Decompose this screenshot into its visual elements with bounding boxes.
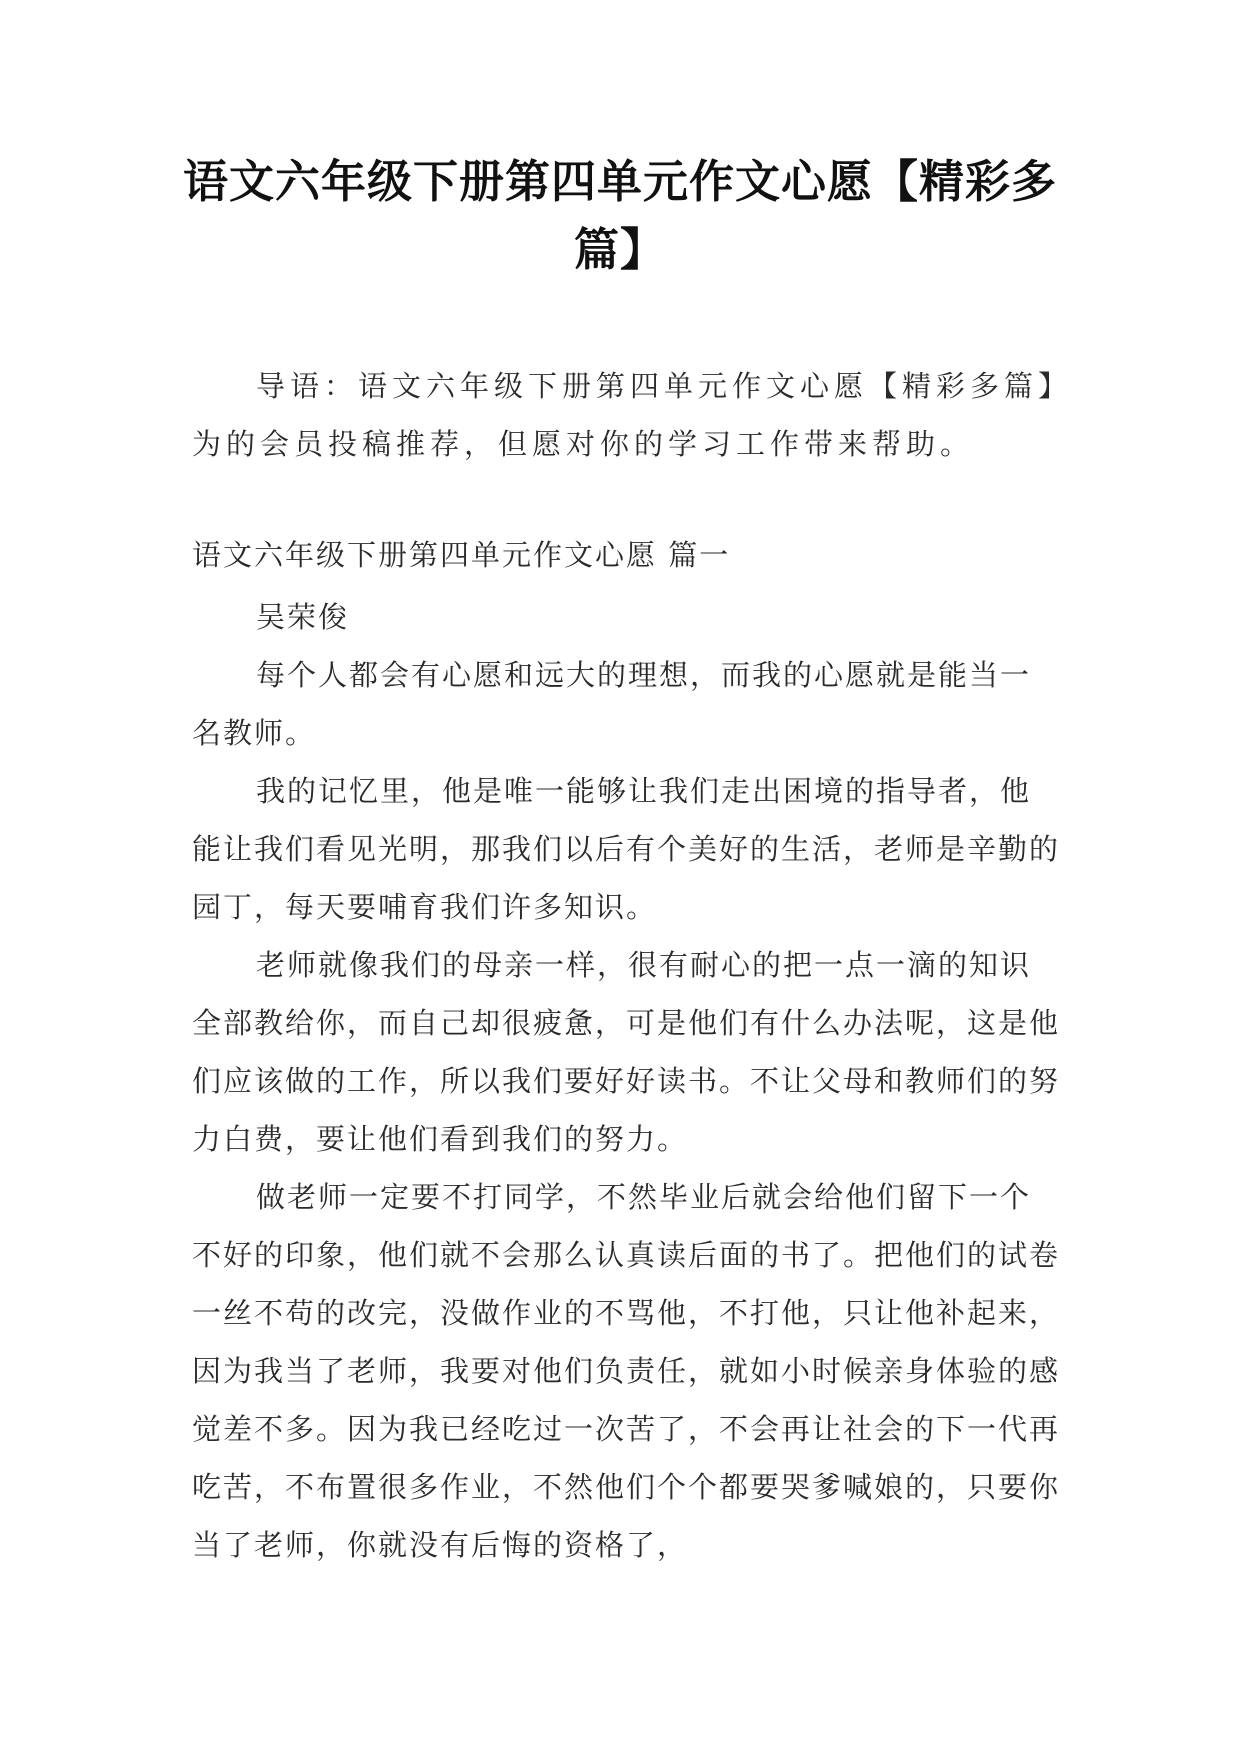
document-title: 语文六年级下册第四单元作文心愿【精彩多篇】 (182, 155, 1057, 276)
paragraph: 每个人都会有心愿和远大的理想，而我的心愿就是能当一名教师。 (192, 658, 1032, 750)
paragraph: 老师就像我们的母亲一样，很有耐心的把一点一滴的知识全部教给你，而自己却很疲惫，可是他们有什么办法呢，这是他们应该做的工作，所以我们要好好读书。不让父母和教师们的努力白费，要让他们看到我们的努力。 (192, 948, 1061, 1156)
section-heading: 语文六年级下册第四单元作文心愿 篇一 (192, 538, 731, 572)
intro-paragraph: 导语：语文六年级下册第四单元作文心愿【精彩多篇】为的会员投稿推荐，但愿对你的学习工作带来帮助。 (192, 369, 1058, 461)
author-name: 吴荣俊 (256, 600, 350, 634)
paragraph: 我的记忆里，他是唯一能够让我们走出困境的指导者，他能让我们看见光明，那我们以后有个美好的生活，老师是辛勤的园丁，每天要哺育我们许多知识。 (192, 774, 1061, 924)
paragraph: 做老师一定要不打同学，不然毕业后就会给他们留下一个不好的印象，他们就不会那么认真读后面的书了。把他们的试卷一丝不苟的改完，没做作业的不骂他，不打他，只让他补起来，因为我当了老师，我要对他们负责任，就如小时候亲身体验的感觉差不多。因为我已经吃过一次苦了，不会再让社会的下一代再吃苦，不布置很多作业，不然他们个个都要哭爹喊娘的，只要你当了老师，你就没有后悔的资格了， (192, 1180, 1061, 1562)
article-body (192, 588, 1060, 1574)
